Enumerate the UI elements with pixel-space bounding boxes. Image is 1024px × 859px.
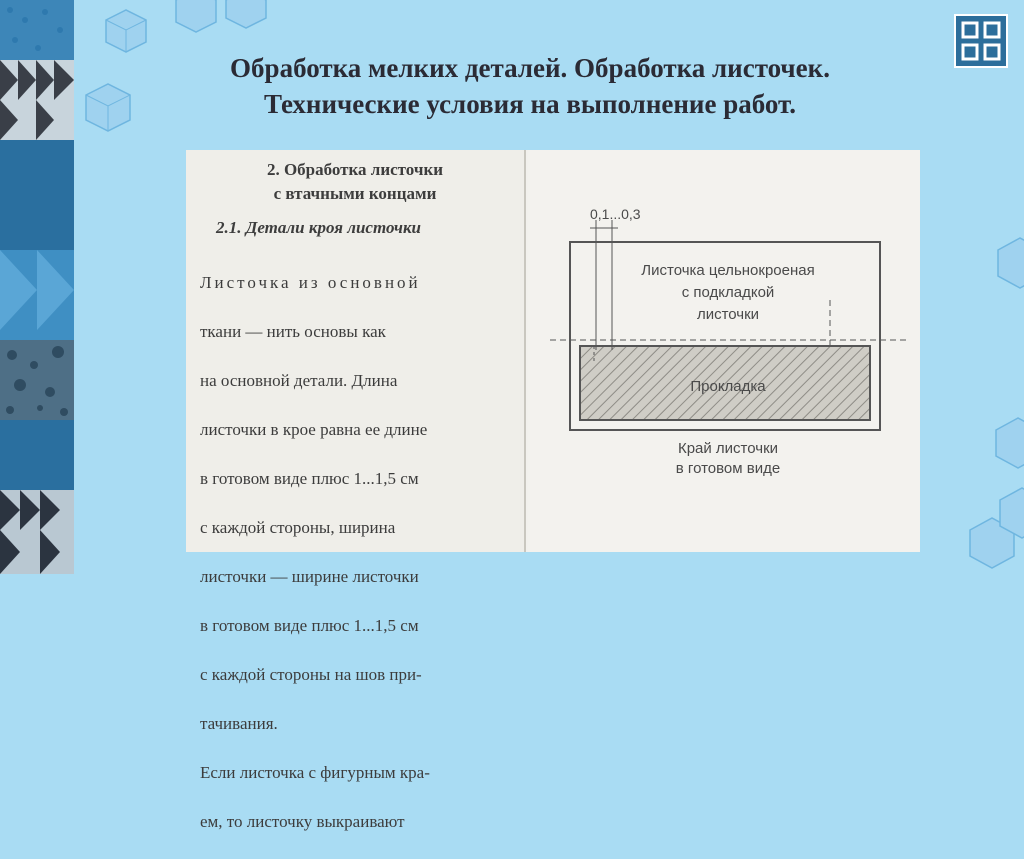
title-line-1: Обработка мелких деталей. Обработка листочек. bbox=[230, 53, 830, 83]
scanned-textbook-image bbox=[186, 150, 920, 831]
interfacing-label: Прокладка bbox=[690, 378, 766, 395]
outer-label-line-1: Листочка цельнокроеная bbox=[641, 262, 815, 279]
body-line: на основной детали. Длина bbox=[200, 370, 398, 390]
body-line: Если листочка с фигурным кра- bbox=[200, 762, 430, 782]
body-line: с каждой стороны, ширина bbox=[200, 517, 396, 537]
subsection-heading: 2.1. Детали кроя листочки bbox=[216, 218, 422, 237]
title-line-2: Технические условия на выполнение работ. bbox=[263, 89, 797, 119]
edge-label-line-2: в готовом виде bbox=[675, 460, 781, 477]
section-heading-line-1: 2. Обработка листочки bbox=[266, 160, 444, 179]
body-line: ем, то листочку выкраивают bbox=[200, 811, 405, 831]
outer-label-line-2: с подкладкой bbox=[681, 284, 775, 301]
outer-label-line-3: листочки bbox=[696, 306, 760, 323]
body-line: тачивания. bbox=[200, 713, 278, 733]
scan-right-page bbox=[528, 150, 920, 552]
decorative-left-band bbox=[0, 0, 74, 574]
slide-title bbox=[120, 50, 940, 122]
scan-left-page bbox=[186, 150, 526, 831]
corner-logo-icon bbox=[954, 14, 1008, 68]
section-heading-line-2: с втачными концами bbox=[273, 184, 437, 203]
decorative-cubes-right bbox=[960, 230, 1024, 574]
body-paragraph bbox=[200, 246, 522, 859]
body-line: с каждой стороны на шов при- bbox=[200, 664, 422, 684]
body-line: листочки в крое равна ее длине bbox=[200, 419, 428, 439]
body-line: Листочка из основной bbox=[200, 272, 421, 292]
body-line: в готовом виде плюс 1...1,5 см bbox=[200, 615, 419, 635]
body-line: в готовом виде плюс 1...1,5 см bbox=[200, 468, 419, 488]
pattern-tiles bbox=[0, 0, 74, 574]
body-line: ткани — нить основы как bbox=[200, 321, 386, 341]
edge-label-line-1: Край листочки bbox=[677, 440, 779, 457]
pocket-flap-diagram bbox=[528, 150, 920, 552]
body-line: листочки — ширине листочки bbox=[200, 566, 419, 586]
dimension-label: 0,1...0,3 bbox=[590, 206, 641, 222]
